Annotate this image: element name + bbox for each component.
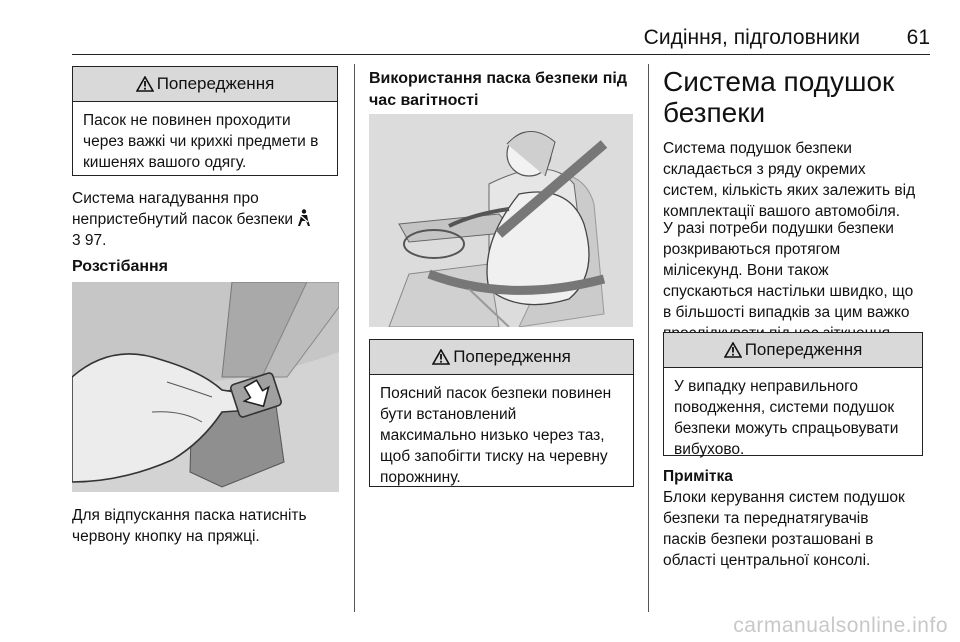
warning-title: Попередження bbox=[744, 340, 863, 359]
buckle-release-illustration bbox=[72, 282, 339, 492]
pregnant-seatbelt-illustration bbox=[369, 114, 633, 327]
warning-header bbox=[73, 67, 337, 102]
warning-title: Попередження bbox=[453, 347, 571, 366]
warning-line: кишенях вашого одягу. bbox=[83, 154, 247, 171]
column-divider bbox=[648, 64, 649, 612]
page-reference: 3 97. bbox=[72, 232, 107, 249]
section-heading: Використання паска безпеки під час вагітності bbox=[369, 70, 627, 109]
header-rule bbox=[72, 54, 930, 55]
warning-line: через важкі чи крихкі предмети в bbox=[83, 133, 319, 150]
warning-box bbox=[663, 332, 923, 456]
paragraph: У разі потреби подушки безпеки розкриваються протягом мілісекунд. Вони також спускаються настільки швидко, що в більшості випадків за цим важко bbox=[663, 220, 914, 321]
warning-box bbox=[72, 66, 338, 176]
running-title: Сидіння, підголовники bbox=[643, 26, 860, 49]
warning-text bbox=[73, 102, 337, 173]
warning-box bbox=[369, 339, 634, 487]
figure-caption: Для відпускання паска натисніть червону кнопку на пряжці. bbox=[72, 507, 307, 545]
reminder-line: непристебнутий пасок безпеки bbox=[72, 209, 311, 230]
warning-header bbox=[370, 340, 633, 375]
warning-triangle-icon bbox=[724, 342, 742, 358]
warning-text: У випадку неправильного поводження, системи подушок безпеки можуть спрацьовувати вибухово. bbox=[674, 378, 899, 458]
warning-triangle-icon bbox=[432, 349, 450, 365]
seatbelt-warning-icon bbox=[297, 209, 311, 227]
warning-header bbox=[664, 333, 922, 368]
section-title: Система подушок безпеки bbox=[663, 66, 895, 128]
warning-triangle-icon bbox=[136, 76, 154, 92]
column-divider bbox=[354, 64, 355, 612]
page-number: 61 bbox=[906, 26, 930, 49]
reminder-paragraph bbox=[72, 188, 311, 251]
note-title: Примітка bbox=[663, 468, 733, 485]
watermark: carmanualsonline.info bbox=[733, 614, 948, 637]
warning-text: Поясний пасок безпеки повинен бути встановлений максимально низько через таз, щоб запобігти тиску на черевну порожнину. bbox=[380, 385, 612, 486]
section-subheading: Розстібання bbox=[72, 258, 169, 275]
reminder-line: Система нагадування про bbox=[72, 190, 259, 207]
paragraph: Система подушок безпеки складається з ряду окремих систем, кількість яких залежить від комплектації вашого автомобіля. bbox=[663, 140, 916, 220]
warning-title: Попередження bbox=[156, 74, 275, 93]
warning-line: Пасок не повинен проходити bbox=[83, 112, 291, 129]
note-block: Примітка Блоки керування систем подушок безпеки та переднатягувачів пасків безпеки розташовані в області центральної консолі. bbox=[663, 468, 905, 569]
page-header bbox=[72, 24, 930, 54]
